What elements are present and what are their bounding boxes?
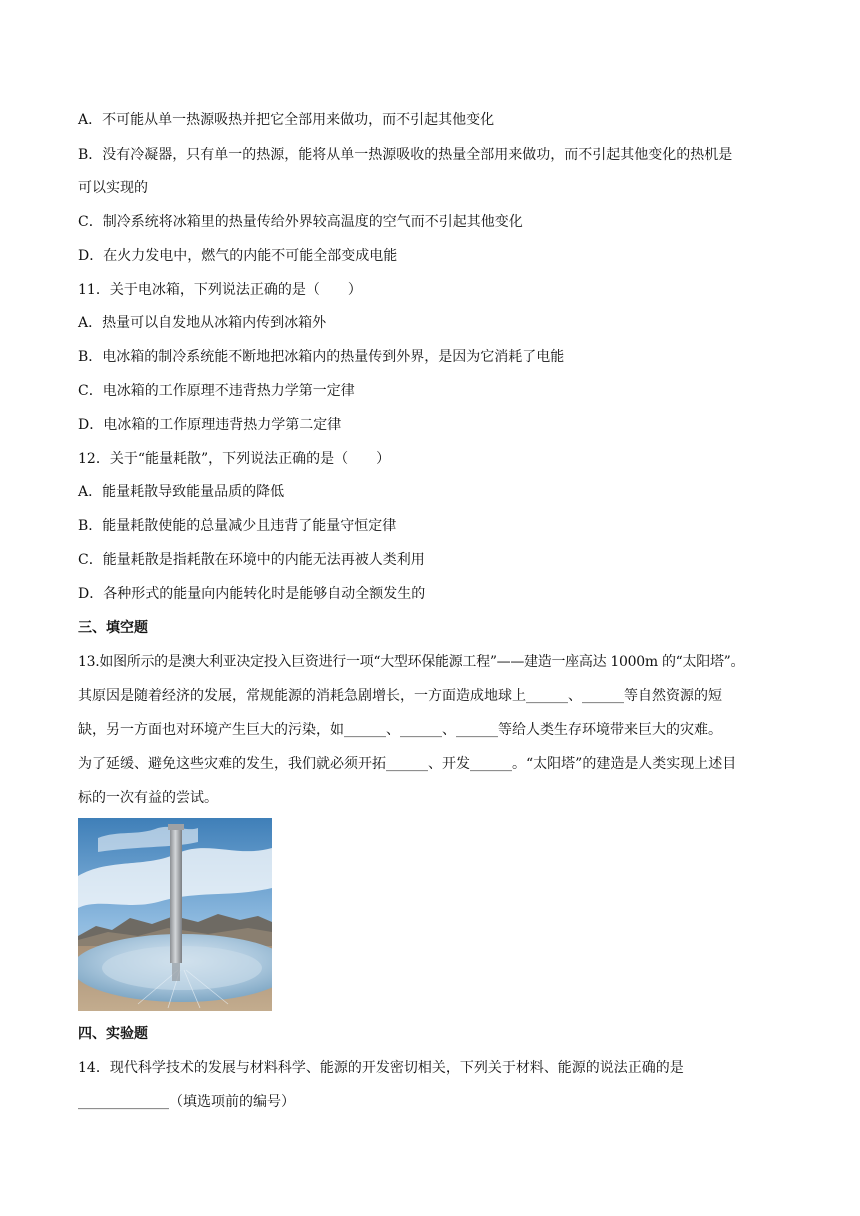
q12-option-a: A．能量耗散导致能量品质的降低	[78, 484, 285, 500]
q13-line3: 缺，另一方面也对环境产生巨大的污染，如______、______、______等给人类生存环境带来巨大的灾难。	[78, 722, 722, 738]
q10-option-a: A．不可能从单一热源吸热并把它全部用来做功，而不引起其他变化	[78, 112, 495, 128]
q12-option-c: C．能量耗散是指耗散在环境中的内能无法再被人类利用	[78, 552, 425, 568]
q12-stem: 12．关于“能量耗散”，下列说法正确的是（ ）	[78, 451, 391, 467]
solar-tower-photo-icon	[78, 818, 272, 1011]
q13-line5: 标的一次有益的尝试。	[78, 790, 218, 806]
q10-option-b-line2: 可以实现的	[78, 180, 148, 196]
q14-line2: _____________（填选项前的编号）	[78, 1094, 295, 1110]
q10-option-b-line1: B．没有冷凝器，只有单一的热源，能将从单一热源吸收的热量全部用来做功，而不引起其他变化的热机是	[78, 147, 733, 163]
q10-option-d: D．在火力发电中，燃气的内能不可能全部变成电能	[78, 248, 398, 264]
q12-option-d: D．各种形式的能量向内能转化时是能够自动全额发生的	[78, 586, 426, 602]
q13-line1: 13.如图所示的是澳大利亚决定投入巨资进行一项“大型环保能源工程”——建造一座高达 1000m 的“太阳塔”。	[78, 654, 745, 670]
section-fill-in-title: 三、填空题	[78, 620, 148, 636]
q13-line4: 为了延缓、避免这些灾难的发生，我们就必须开拓______、开发______。“太阳塔”的建造是人类实现上述目	[78, 756, 737, 772]
q11-option-d: D．电冰箱的工作原理违背热力学第二定律	[78, 417, 342, 433]
q11-option-c: C．电冰箱的工作原理不违背热力学第一定律	[78, 383, 355, 399]
q11-stem: 11．关于电冰箱，下列说法正确的是（ ）	[78, 282, 362, 298]
q10-option-c: C．制冷系统将冰箱里的热量传给外界较高温度的空气而不引起其他变化	[78, 214, 523, 230]
section-experiment-title: 四、实验题	[78, 1026, 148, 1042]
q11-option-b: B．电冰箱的制冷系统能不断地把冰箱内的热量传到外界，是因为它消耗了电能	[78, 349, 565, 365]
q11-option-a: A．热量可以自发地从冰箱内传到冰箱外	[78, 315, 327, 331]
q14-line1: 14．现代科学技术的发展与材料科学、能源的开发密切相关，下列关于材料、能源的说法正确的是	[78, 1060, 684, 1076]
q13-line2: 其原因是随着经济的发展，常规能源的消耗急剧增长，一方面造成地球上______、______等自然资源的短	[78, 688, 722, 704]
q12-option-b: B．能量耗散使能的总量减少且违背了能量守恒定律	[78, 518, 397, 534]
